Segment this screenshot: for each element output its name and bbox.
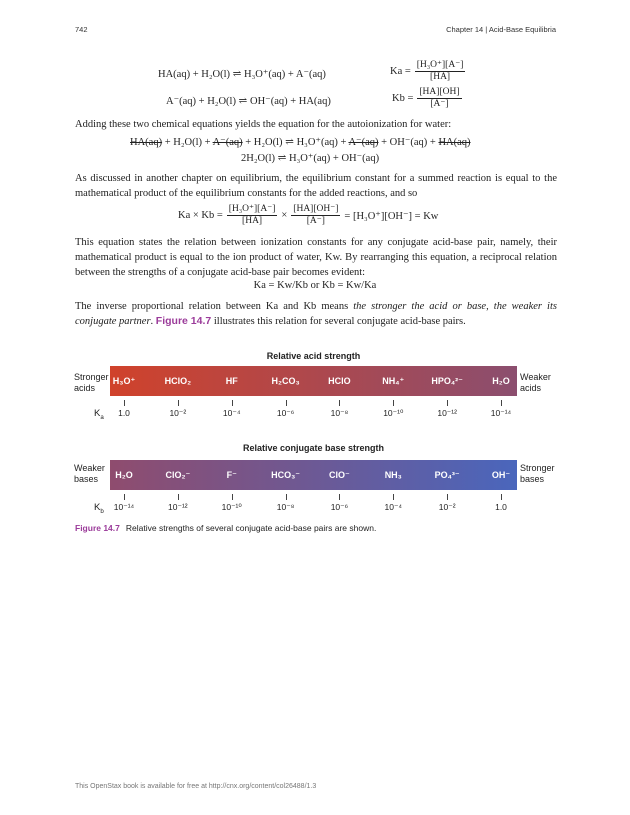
figure-link[interactable]: Figure 14.7 <box>155 315 212 327</box>
base-tick-label-7: 1.0 <box>495 502 507 512</box>
cancelled-a-minus-product: A⁻(aq) <box>348 137 379 148</box>
f1-numerator: [H₃O⁺][A⁻] <box>228 204 276 214</box>
kw-rhs: = [H₃O⁺][OH⁻] = Kw <box>344 210 439 222</box>
base-tick-4 <box>339 494 340 500</box>
kb-symbol: Kb = <box>392 93 414 104</box>
base-tick-label-2: 10⁻¹⁰ <box>221 502 242 512</box>
caption-text: Relative strengths of several conjugate acid-base pairs are shown. <box>125 523 377 533</box>
times-sign: × <box>281 210 288 221</box>
weaker-bases-label: Weaker bases <box>74 463 105 484</box>
product-fraction-1 <box>227 204 278 227</box>
base-tick-1 <box>178 494 179 500</box>
paragraph-inverse-relation <box>75 299 557 329</box>
base-species-4: ClO⁻ <box>329 469 350 480</box>
f2-numerator: [HA][OH⁻] <box>293 204 339 214</box>
base-tick-0 <box>124 494 125 500</box>
cancelled-ha-product: HA(aq) <box>438 137 471 148</box>
base-species-2: F⁻ <box>226 469 237 480</box>
ka-axis-label: $K_a$ <box>94 408 104 421</box>
kb-numerator: [HA][OH] <box>419 87 460 97</box>
cancelled-ha: HA(aq) <box>130 137 163 148</box>
sum-part-d: + H₂O(l) ⇌ H₃O⁺(aq) + <box>242 137 349 148</box>
summed-equation-line1 <box>130 136 471 148</box>
acid-ionization-equation: HA(aq) + H₂O(l) ⇌ H₃O⁺(aq) + A⁻(aq) <box>158 69 326 80</box>
base-species-3: HCO₃⁻ <box>271 469 301 480</box>
base-tick-6 <box>447 494 448 500</box>
acid-tick-7 <box>501 400 502 406</box>
chapter-title: Chapter 14 | Acid-Base Equilibria <box>446 25 556 34</box>
base-tick-5 <box>393 494 394 500</box>
kb-fraction <box>417 87 461 110</box>
acid-species-3: H₂CO₃ <box>271 376 300 386</box>
cancelled-a-minus: A⁻(aq) <box>212 137 243 148</box>
acid-tick-3 <box>286 400 287 406</box>
p4-italic: the stronger the acid or base, the weaker its conjugate partner <box>75 301 557 327</box>
base-tick-label-4: 10⁻⁶ <box>330 502 349 512</box>
sum-part-b: + H₂O(l) + <box>162 137 213 148</box>
base-tick-2 <box>232 494 233 500</box>
base-species-6: PO₄³⁻ <box>434 469 460 480</box>
sum-part-f: + OH⁻(aq) + <box>378 137 439 148</box>
acid-tick-label-7: 10⁻¹⁴ <box>490 408 512 418</box>
acid-tick-1 <box>178 400 179 406</box>
acid-tick-4 <box>339 400 340 406</box>
page-number: 742 <box>75 25 88 34</box>
acid-tick-label-1: 10⁻² <box>169 408 187 418</box>
kb-denominator: [A⁻] <box>430 99 449 109</box>
kb-expression <box>392 87 462 110</box>
acid-tick-label-2: 10⁻⁴ <box>222 408 241 418</box>
kb-axis-label: $K_b$ <box>94 502 104 515</box>
base-species-0: H₂O <box>115 470 133 480</box>
base-chart-title: Relative conjugate base strength <box>242 443 385 453</box>
acid-species-7: H₂O <box>492 376 510 386</box>
f1-denominator: [HA] <box>242 216 263 226</box>
acid-tick-label-4: 10⁻⁸ <box>330 408 349 418</box>
ka-fraction <box>415 60 466 83</box>
acid-strength-bar <box>110 366 517 396</box>
acid-tick-label-0: 1.0 <box>118 408 130 418</box>
acid-tick-label-5: 10⁻¹⁰ <box>383 408 404 418</box>
p4-text-2: . <box>150 316 156 327</box>
acid-species-4: HClO <box>328 376 351 386</box>
page-footer: This OpenStax book is available for free at http://cnx.org/content/col26488/1.3 <box>75 783 317 790</box>
ka-denominator: [HA] <box>430 72 451 82</box>
stronger-bases-label: Stronger bases <box>520 463 555 484</box>
base-tick-label-6: 10⁻² <box>438 502 456 512</box>
acid-tick-0 <box>124 400 125 406</box>
weaker-acids-label: Weaker acids <box>520 372 551 393</box>
acid-species-1: HClO₂ <box>164 376 192 386</box>
acid-species-5: NH₄⁺ <box>382 375 405 386</box>
base-species-1: ClO₂⁻ <box>165 469 191 480</box>
caption-label: Figure 14.7 <box>75 523 120 533</box>
rearranged-equation: Ka = Kw/Kb or Kb = Kw/Ka <box>253 280 377 291</box>
base-tick-7 <box>501 494 502 500</box>
base-tick-3 <box>286 494 287 500</box>
base-ionization-equation: A⁻(aq) + H₂O(l) ⇌ OH⁻(aq) + HA(aq) <box>166 96 331 107</box>
paragraph-autoionization-intro: Adding these two chemical equations yields the equation for the autoionization for water: <box>75 119 452 130</box>
paragraph-conjugate-relation: This equation states the relation between ionization constants for any conjugate acid-base pair, namely, their mathematical product is equal to the ion product of water, Kw. By rearranging this equation, a reciprocal relation between the strengths of a conjugate acid-base pair becomes evident: <box>75 237 557 278</box>
acid-tick-label-6: 10⁻¹² <box>437 408 457 418</box>
ka-kb-lhs: Ka × Kb = <box>178 210 223 221</box>
base-tick-label-5: 10⁻⁴ <box>384 502 403 512</box>
summed-equation-line2: 2H₂O(l) ⇌ H₃O⁺(aq) + OH⁻(aq) <box>241 153 380 164</box>
acid-tick-6 <box>447 400 448 406</box>
ka-numerator: [H₃O⁺][A⁻] <box>416 60 464 70</box>
acid-species-2: HF <box>225 376 238 386</box>
base-tick-label-0: 10⁻¹⁴ <box>113 502 135 512</box>
p4-text-1: The inverse proportional relation between Ka and Kb means <box>75 301 354 312</box>
acid-species-0: H₃O⁺ <box>112 375 136 386</box>
f2-denominator: [A⁻] <box>306 216 325 226</box>
base-species-7: OH⁻ <box>491 469 511 480</box>
product-fraction-2 <box>291 204 340 227</box>
acid-tick-5 <box>393 400 394 406</box>
acid-tick-2 <box>232 400 233 406</box>
acid-species-6: HPO₄²⁻ <box>431 375 463 386</box>
stronger-acids-label: Stronger acids <box>74 372 109 393</box>
acid-chart-title: Relative acid strength <box>266 351 361 361</box>
ka-symbol: Ka = <box>390 66 411 77</box>
ka-expression <box>390 60 465 83</box>
figure-caption <box>75 523 376 533</box>
paragraph-equilibrium-product: As discussed in another chapter on equilibrium, the equilibrium constant for a summed reaction is equal to the mathematical product of the equilibrium constants for the added reactions, and so <box>75 173 557 199</box>
base-tick-label-3: 10⁻⁸ <box>276 502 295 512</box>
base-species-5: NH₃ <box>384 470 402 480</box>
p4-text-3: illustrates this relation for several conjugate acid-base pairs. <box>211 316 466 327</box>
base-strength-bar <box>110 460 517 490</box>
acid-tick-label-3: 10⁻⁶ <box>276 408 295 418</box>
base-tick-label-1: 10⁻¹² <box>168 502 188 512</box>
ka-kb-product-equation <box>178 204 438 227</box>
